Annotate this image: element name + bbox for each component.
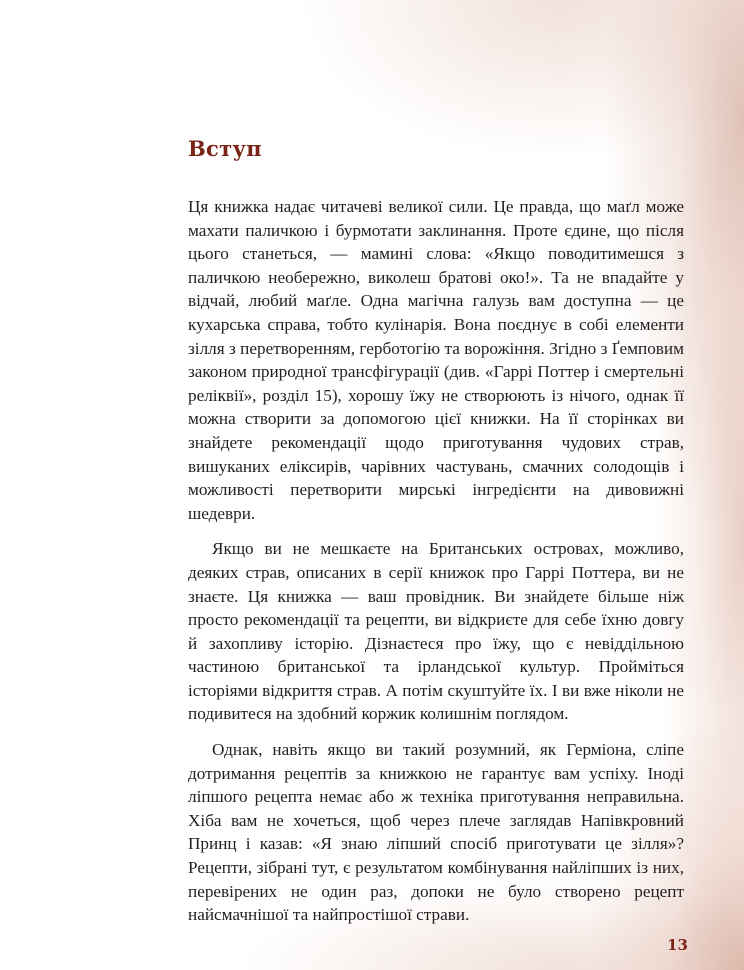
page-number: 13 (667, 936, 688, 954)
page-content (188, 136, 684, 939)
paragraph-2: Якщо ви не мешкаєте на Британських островах, можливо, деяких страв, описаних в серії книжок про Гаррі Поттера, ви не знаєте. Ця книжка — ваш провідник. Ви знайдете більше ніж просто рекомендації та рецепти, ви відкриєте для себе їхню довгу й захопливу історію. Дізнаєтеся про їжу, що є невіддільною частиною британської та ірландської культур. Пройміться історіями відкриття страв. А потім скуштуйте їх. І ви вже ніколи не подивитеся на здобний коржик колишнім поглядом. (188, 539, 684, 724)
paragraph-1: Ця книжка надає читачеві великої сили. Це правда, що маґл може махати паличкою і бурмотати заклинання. Проте єдине, що після цього станеться, — мамині слова: «Якщо поводитимешся з паличкою необережно, виколеш братові око!». Та не впадайте у відчай, любий маґле. Одна магічна галузь вам доступна — це кухарська справа, тобто кулінарія. Вона поєднує в собі елементи зілля з перетворенням, герботогію та ворожіння. Згідно з Ґемповим законом природної трансфігурації (див. «Гаррі Поттер і смертельні реліквії», розділ 15), хорошу їжу не створюють із нічого, однак її можна створити за допомогою цієї книжки. На її сторінках ви знайдете рекомендації щодо приготування чудових страв, вишуканих еліксирів, чарівних частувань, смачних солодощів і можливості перетворити мирські інгредієнти на дивовижні шедеври. (188, 197, 684, 523)
section-heading: Вступ (188, 136, 262, 161)
paragraph-3: Однак, навіть якщо ви такий розумний, як Герміона, сліпе дотримання рецептів за книжкою не гарантує вам успіху. Іноді ліпшого рецепта немає або ж техніка приготування неправильна. Хіба вам не хочеться, щоб через плече заглядав Напівкровний Принц і казав: «Я знаю ліпший спосіб приготувати це зілля»? Рецепти, зібрані тут, є результатом комбінування найліпших із них, перевірених не один раз, допоки не було створено рецепт найсмачнішої та найпростішої страви. (188, 740, 684, 925)
